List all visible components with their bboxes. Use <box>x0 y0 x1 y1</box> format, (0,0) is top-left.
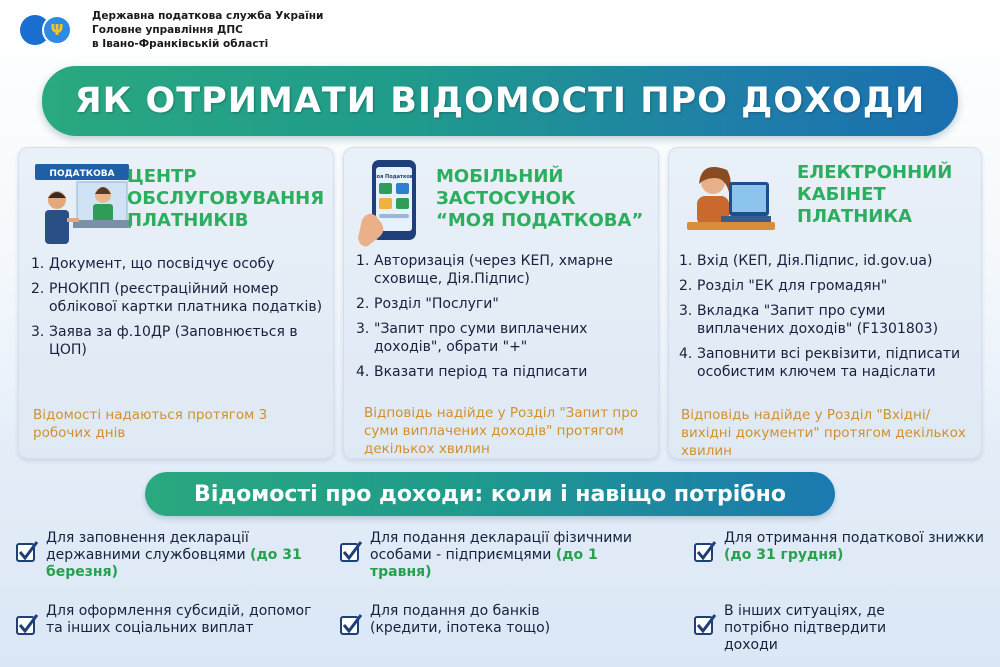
use-case-text <box>370 530 640 581</box>
step-text: Заява за ф.10ДР (Заповнюється в ЦОП) <box>49 324 298 358</box>
smartphone-illustration <box>358 158 428 250</box>
step-text: Документ, що посвідчує особу <box>49 256 275 272</box>
step-item <box>31 323 327 359</box>
step-item <box>679 252 975 270</box>
step-text: Вхід (КЕП, Дія.Підпис, id.gov.ua) <box>697 253 933 269</box>
title-line: ЦЕНТР <box>127 166 197 187</box>
org-line-2: Головне управління ДПС <box>92 24 243 36</box>
step-item <box>679 302 975 338</box>
step-text: Заповнити всі реквізити, підписати особистим ключем та надіслати <box>697 346 961 380</box>
mobile-app-note: Відповідь надійде у Розділ "Запит про суми виплачених доходів" протягом декількох хвилин <box>364 405 639 457</box>
step-text: "Запит про суми виплачених доходів", обрати "+" <box>374 321 588 355</box>
page-title: ЯК ОТРИМАТИ ВІДОМОСТІ ПРО ДОХОДИ <box>74 81 926 121</box>
use-case-item <box>694 530 984 564</box>
step-number: 4. <box>679 346 693 362</box>
use-case-item <box>694 603 944 654</box>
use-case-item <box>16 603 316 637</box>
step-text: Вкладка "Запит про суми виплачених доходів" (F1301803) <box>697 303 939 337</box>
org-line-1: Державна податкова служба України <box>92 10 324 22</box>
step-item <box>356 320 652 356</box>
step-number: 2. <box>31 281 45 297</box>
step-number: 1. <box>679 253 693 269</box>
step-number: 1. <box>356 253 370 269</box>
use-case-text <box>46 530 316 581</box>
title-line: ПЛАТНИКА <box>797 206 912 227</box>
use-case-deadline: (до 31 березня) <box>46 547 302 580</box>
title-line: ЗАСТОСУНОК <box>436 188 576 209</box>
step-number: 4. <box>356 364 370 380</box>
use-case-text <box>46 603 316 637</box>
mobile-app-title <box>436 166 643 232</box>
use-case-main: Для подання декларації фізичними особами - підприємцями <box>370 530 633 563</box>
subtitle-banner <box>145 472 835 516</box>
service-center-note: Відомості надаються протягом 3 робочих днів <box>33 407 268 441</box>
step-number: 3. <box>679 303 693 319</box>
org-name <box>92 9 323 51</box>
subtitle: Відомості про доходи: коли і навіщо потрібно <box>194 481 786 507</box>
woman-at-laptop-illustration <box>685 160 777 240</box>
checkbox-checked-icon <box>16 540 40 564</box>
step-text: Розділ "ЕК для громадян" <box>697 278 888 294</box>
title-line: “МОЯ ПОДАТКОВА” <box>436 210 644 231</box>
title-line: КАБІНЕТ <box>797 184 886 205</box>
step-item <box>679 345 975 381</box>
use-case-main: В інших ситуаціях, де потрібно підтвердити доходи <box>724 603 887 653</box>
trident-icon: Ψ <box>42 15 72 45</box>
use-case-main: Для отримання податкової знижки <box>724 530 984 546</box>
use-case-item <box>16 530 316 581</box>
phone-app-label: Моя Податкова <box>371 174 417 180</box>
step-number: 3. <box>31 324 45 340</box>
use-case-item <box>340 603 600 637</box>
title-line: МОБІЛЬНИЙ <box>436 166 564 187</box>
step-text: Розділ "Послуги" <box>374 296 499 312</box>
e-cabinet-note: Відповідь надійде у Розділ "Вхідні/ вихідні документи" протягом декількох хвилин <box>681 407 966 459</box>
title-line: ОБСЛУГОВУВАННЯ <box>127 188 325 209</box>
mobile-app-steps <box>356 252 652 388</box>
e-cabinet-title <box>797 162 952 228</box>
title-line: ЕЛЕКТРОННИЙ <box>797 162 953 183</box>
title-banner <box>42 66 958 136</box>
service-center-steps <box>31 255 327 366</box>
step-number: 2. <box>679 278 693 294</box>
step-item <box>679 277 975 295</box>
service-center-illustration <box>33 162 131 248</box>
step-item <box>356 363 652 381</box>
use-case-deadline: (до 31 грудня) <box>724 547 844 563</box>
use-case-item <box>340 530 640 581</box>
panel-mobile-app <box>343 147 659 459</box>
dps-logo <box>20 13 80 47</box>
use-case-main: Для оформлення субсидій, допомог та інших соціальних виплат <box>46 603 312 636</box>
panel-e-cabinet <box>668 147 982 459</box>
checkbox-checked-icon <box>340 540 364 564</box>
step-number: 2. <box>356 296 370 312</box>
step-item <box>31 280 327 316</box>
use-case-text <box>724 603 944 654</box>
use-case-text <box>724 530 984 564</box>
use-case-main: Для подання до банків (кредити, іпотека тощо) <box>370 603 551 636</box>
use-case-text <box>370 603 600 637</box>
checkbox-checked-icon <box>16 613 40 637</box>
header <box>20 8 323 52</box>
title-line: ПЛАТНИКІВ <box>127 210 249 231</box>
org-line-3: в Івано-Франківській області <box>92 38 269 50</box>
step-text: Вказати період та підписати <box>374 364 588 380</box>
step-text: РНОКПП (реєстраційний номер облікової картки платника податків) <box>49 281 323 315</box>
step-item <box>356 252 652 288</box>
use-case-deadline: (до 1 травня) <box>370 547 598 580</box>
step-number: 1. <box>31 256 45 272</box>
service-sign-text: ПОДАТКОВА <box>49 169 115 179</box>
step-item <box>356 295 652 313</box>
checkbox-checked-icon <box>694 540 718 564</box>
panel-service-center <box>18 147 334 459</box>
checkbox-checked-icon <box>694 613 718 637</box>
checkbox-checked-icon <box>340 613 364 637</box>
e-cabinet-steps <box>679 252 975 388</box>
use-case-main: Для заповнення декларації державними службовцями <box>46 530 249 563</box>
service-center-title <box>127 166 324 232</box>
step-number: 3. <box>356 321 370 337</box>
step-text: Авторизація (через КЕП, хмарне сховище, Дія.Підпис) <box>374 253 613 287</box>
step-item <box>31 255 327 273</box>
